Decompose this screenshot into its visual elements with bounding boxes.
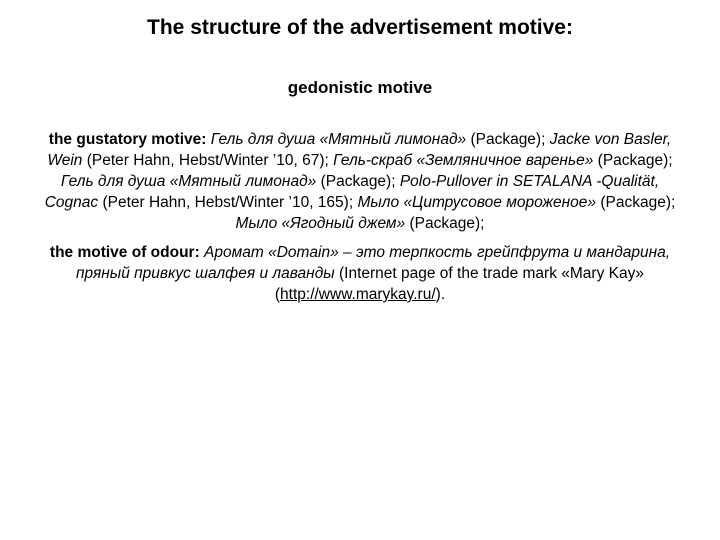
odour-motive-paragraph [36, 242, 684, 305]
source-text: (Package); [466, 131, 550, 148]
odour-motive-label: the motive of odour: [49, 244, 200, 261]
source-text: (Peter Hahn, Hebst/Winter ’10, 67); [82, 152, 334, 169]
example-text: Гель для душа «Мятный лимонад» [60, 173, 317, 190]
example-text: Аромат «Domain» – это терпкость грейпфрута и мандарина, пряный привкус шалфея и лаванды [76, 244, 671, 282]
example-text: Гель-скраб «Земляничное варенье» [333, 152, 594, 169]
gustatory-motive-paragraph [36, 129, 684, 234]
slide-title: The structure of the advertisement motive: [147, 16, 573, 39]
example-text: Гель для душа «Мятный лимонад» [210, 131, 467, 148]
source-text: (Package); [596, 194, 676, 211]
example-text: Мыло «Ягодный джем» [235, 215, 406, 232]
source-text: (Internet page of the trade mark «Mary Kay» ( [274, 265, 644, 303]
source-text: (Package); [316, 173, 400, 190]
example-text: Jacke von Basler, Wein [47, 131, 672, 169]
example-text: Мыло «Цитрусовое мороженое» [357, 194, 597, 211]
gustatory-motive-label: the gustatory motive: [48, 131, 207, 148]
source-text: ). [435, 286, 446, 303]
source-text: (Package); [593, 152, 673, 169]
source-text: (Peter Hahn, Hebst/Winter ’10, 165); [98, 194, 358, 211]
example-text: Polo-Pullover in SETALANA -Qualität, Cognac [44, 173, 660, 211]
marykay-link[interactable]: http://www.marykay.ru/ [280, 286, 436, 303]
source-text: (Package); [405, 215, 485, 232]
section-subtitle: gedonistic motive [287, 78, 433, 97]
